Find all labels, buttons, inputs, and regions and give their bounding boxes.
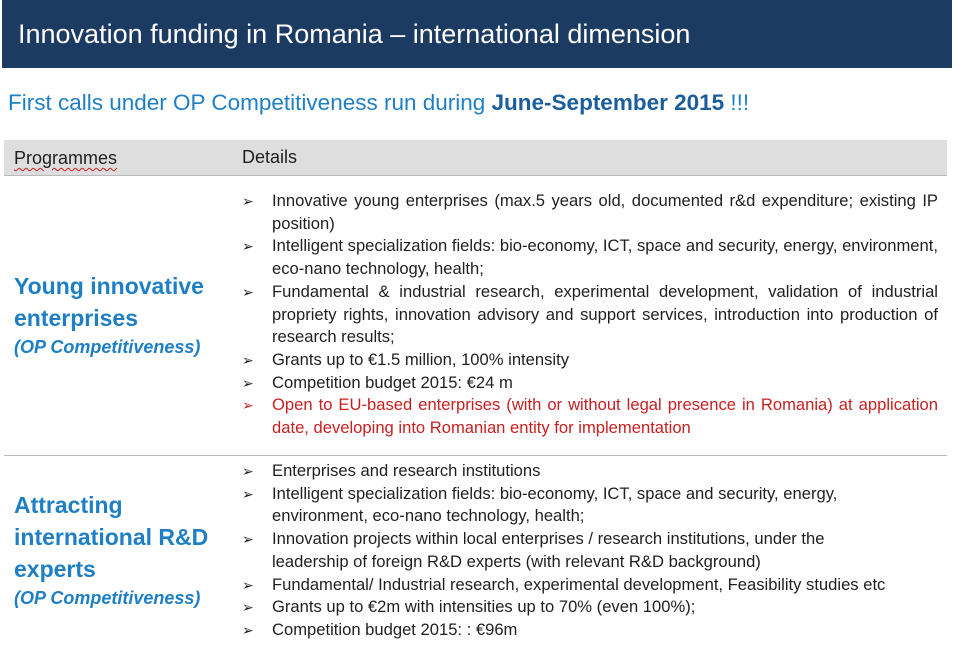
arrowhead-bullet-icon: ➢ — [242, 531, 254, 548]
column-header-details: Details — [242, 147, 298, 167]
details-list-young-innovative — [240, 190, 938, 440]
list-item: ➢ Fundamental & industrial research, experimental development, validation of industrial propriety rights, innovation advisory and support services, introduction into production of research results; — [242, 281, 938, 347]
slide-title: Innovation funding in Romania – international dimension — [18, 19, 691, 49]
row-divider — [4, 455, 947, 456]
list-item: ➢ Enterprises and research institutions — [240, 460, 900, 483]
list-item: ➢ Intelligent specialization fields: bio-economy, ICT, space and security, energy, environment, eco-nano technology, health; — [242, 483, 838, 526]
list-item: ➢ Intelligent specialization fields: bio-economy, ICT, space and security, energy, environment, eco-nano technology, health; — [242, 236, 938, 279]
arrowhead-bullet-icon: ➢ — [242, 397, 254, 414]
title-bar — [2, 0, 952, 68]
programme-subtitle: (OP Competitiveness) — [14, 588, 201, 608]
row-divider — [4, 175, 947, 176]
arrowhead-bullet-icon: ➢ — [242, 374, 254, 391]
arrowhead-bullet-icon: ➢ — [242, 576, 254, 593]
list-item: ➢ Competition budget 2015: €24 m — [240, 372, 938, 395]
programme-cell-young-innovative — [14, 270, 234, 360]
arrowhead-bullet-icon: ➢ — [242, 238, 254, 255]
list-item: ➢ Innovative young enterprises (max.5 years old, documented r&d expenditure; existing IP position) — [242, 191, 938, 233]
list-item: ➢ Innovation projects within local enterprises / research institutions, under the leadership of foreign R&D experts (with relevant R&D background) — [242, 529, 825, 571]
arrowhead-bullet-icon: ➢ — [242, 463, 254, 479]
slide-subtitle — [8, 90, 749, 116]
programme-name: Young innovative enterprises — [14, 273, 204, 331]
table-header-row — [4, 140, 947, 175]
subtitle-highlight: June-September 2015 — [491, 90, 725, 115]
subtitle-suffix: !!! — [724, 90, 750, 115]
list-item: ➢ Fundamental/ Industrial research, experimental development, Feasibility studies etc — [240, 574, 900, 597]
list-item-highlighted: ➢ Open to EU-based enterprises (with or without legal presence in Romania) at application date, developing into Romanian entity for implementation — [242, 395, 938, 438]
list-item: ➢ Grants up to €1.5 million, 100% intensity — [240, 349, 938, 372]
programme-subtitle: (OP Competitiveness) — [14, 337, 201, 357]
arrowhead-bullet-icon: ➢ — [242, 621, 254, 638]
arrowhead-bullet-icon: ➢ — [242, 351, 254, 368]
arrowhead-bullet-icon: ➢ — [242, 283, 254, 300]
programme-cell-attracting-experts — [14, 489, 234, 611]
arrowhead-bullet-icon: ➢ — [242, 193, 254, 209]
column-header-programmes: Programmes — [14, 148, 118, 168]
programme-name: Attracting international R&D experts — [14, 492, 209, 582]
details-list-attracting-experts — [240, 460, 900, 642]
arrowhead-bullet-icon: ➢ — [242, 599, 254, 616]
subtitle-prefix: First calls under OP Competitiveness run during — [8, 90, 492, 115]
list-item: ➢ Competition budget 2015: : €96m — [240, 619, 900, 642]
arrowhead-bullet-icon: ➢ — [242, 485, 254, 502]
list-item: ➢ Grants up to €2m with intensities up to 70% (even 100%); — [240, 596, 900, 619]
